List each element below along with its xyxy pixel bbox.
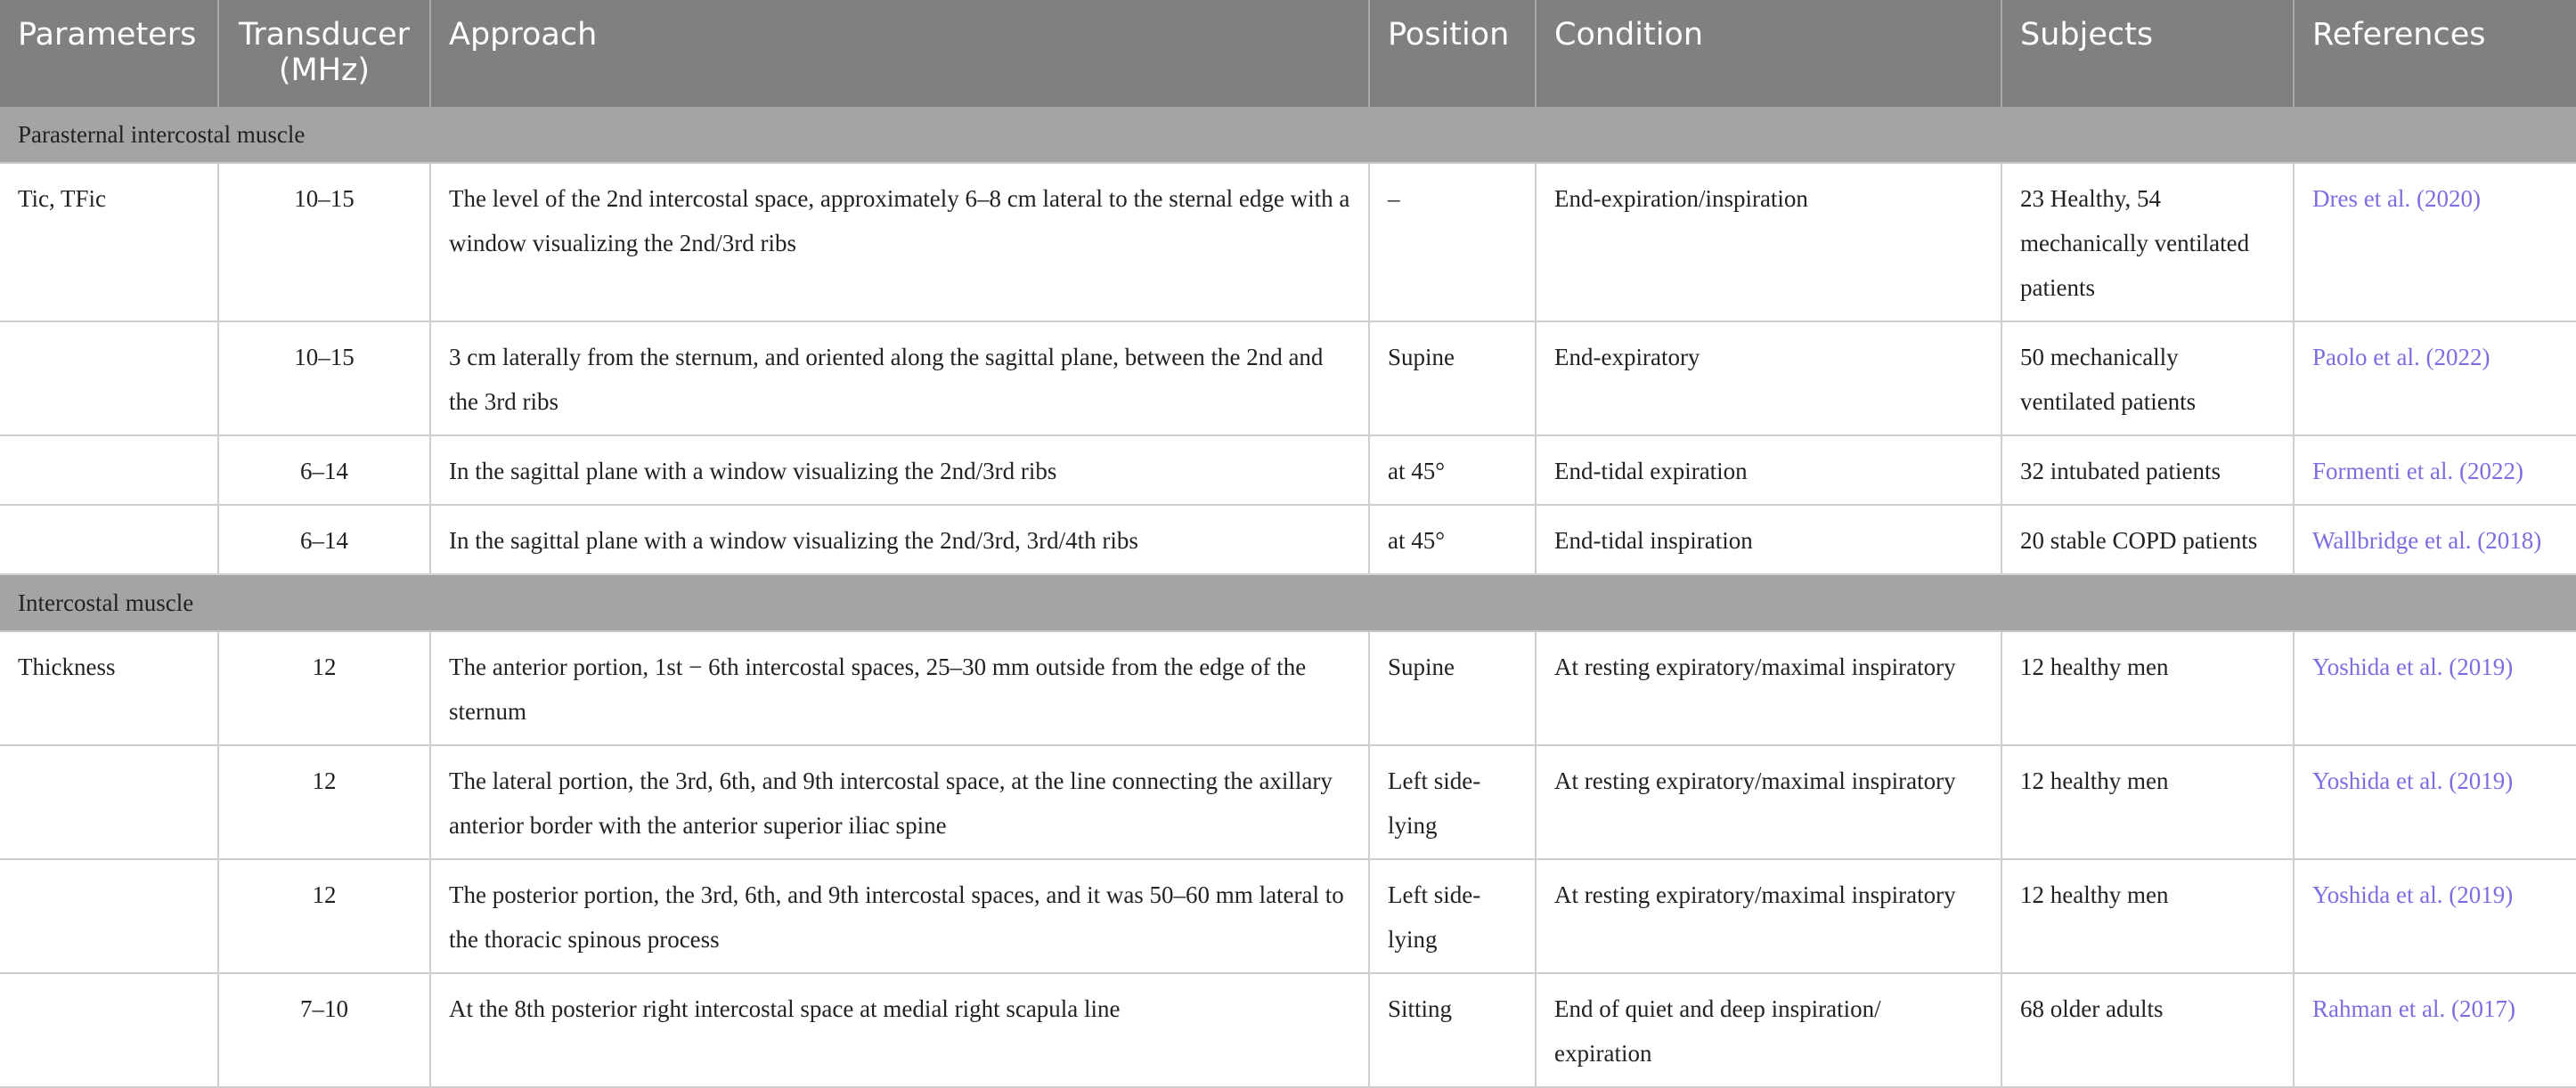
header-approach: Approach bbox=[430, 0, 1369, 107]
cell-position: Left side-lying bbox=[1369, 859, 1536, 973]
cell-condition: At resting expiratory/maximal inspiratory bbox=[1536, 859, 2001, 973]
header-parameters: Parameters bbox=[0, 0, 218, 107]
cell-position: at 45° bbox=[1369, 435, 1536, 505]
cell-parameters bbox=[0, 745, 218, 859]
header-condition: Condition bbox=[1536, 0, 2001, 107]
cell-parameters: Tic, TFic bbox=[0, 163, 218, 321]
section-row bbox=[0, 574, 2576, 631]
table-row bbox=[0, 321, 2576, 435]
cell-position: Supine bbox=[1369, 631, 1536, 745]
table-row bbox=[0, 973, 2576, 1087]
cell-transducer: 12 bbox=[218, 631, 430, 745]
cell-parameters bbox=[0, 859, 218, 973]
reference-link[interactable]: Rahman et al. (2017) bbox=[2294, 973, 2576, 1087]
cell-approach: The posterior portion, the 3rd, 6th, and 9th intercostal spaces, and it was 50–60 mm lateral to the thoracic spinous process bbox=[430, 859, 1369, 973]
cell-subjects: 68 older adults bbox=[2001, 973, 2294, 1087]
cell-transducer: 12 bbox=[218, 745, 430, 859]
reference-link[interactable]: Wallbridge et al. (2018) bbox=[2294, 505, 2576, 574]
cell-parameters bbox=[0, 973, 218, 1087]
cell-condition: At resting expiratory/maximal inspiratory bbox=[1536, 631, 2001, 745]
cell-position: Supine bbox=[1369, 321, 1536, 435]
header-references: References bbox=[2294, 0, 2576, 107]
reference-link[interactable]: Yoshida et al. (2019) bbox=[2294, 859, 2576, 973]
cell-approach: The lateral portion, the 3rd, 6th, and 9th intercostal space, at the line connecting the axillary anterior border with the anterior superior iliac spine bbox=[430, 745, 1369, 859]
cell-subjects: 20 stable COPD patients bbox=[2001, 505, 2294, 574]
table-row bbox=[0, 435, 2576, 505]
cell-approach: 3 cm laterally from the sternum, and oriented along the sagittal plane, between the 2nd and the 3rd ribs bbox=[430, 321, 1369, 435]
cell-transducer: 10–15 bbox=[218, 163, 430, 321]
reference-link[interactable]: Formenti et al. (2022) bbox=[2294, 435, 2576, 505]
cell-parameters bbox=[0, 321, 218, 435]
table-row bbox=[0, 163, 2576, 321]
cell-subjects: 12 healthy men bbox=[2001, 859, 2294, 973]
cell-condition: End-expiratory bbox=[1536, 321, 2001, 435]
cell-transducer: 6–14 bbox=[218, 435, 430, 505]
cell-parameters bbox=[0, 435, 218, 505]
cell-subjects: 23 Healthy, 54 mechanically ventilated patients bbox=[2001, 163, 2294, 321]
cell-transducer: 12 bbox=[218, 859, 430, 973]
cell-position: at 45° bbox=[1369, 505, 1536, 574]
cell-condition: End-tidal expiration bbox=[1536, 435, 2001, 505]
cell-parameters: Thickness bbox=[0, 631, 218, 745]
cell-position: Left side-lying bbox=[1369, 745, 1536, 859]
table-header bbox=[0, 0, 2576, 107]
reference-link[interactable]: Yoshida et al. (2019) bbox=[2294, 745, 2576, 859]
header-transducer: Transducer (MHz) bbox=[218, 0, 430, 107]
cell-condition: At resting expiratory/maximal inspiratory bbox=[1536, 745, 2001, 859]
section-title: Intercostal muscle bbox=[0, 574, 2576, 631]
table-row bbox=[0, 505, 2576, 574]
cell-condition: End of quiet and deep inspiration/ expiration bbox=[1536, 973, 2001, 1087]
cell-subjects: 50 mechanically ventilated patients bbox=[2001, 321, 2294, 435]
cell-approach: The anterior portion, 1st − 6th intercostal spaces, 25–30 mm outside from the edge of the sternum bbox=[430, 631, 1369, 745]
cell-parameters bbox=[0, 505, 218, 574]
cell-approach: At the 8th posterior right intercostal space at medial right scapula line bbox=[430, 973, 1369, 1087]
cell-transducer: 7–10 bbox=[218, 973, 430, 1087]
reference-link[interactable]: Paolo et al. (2022) bbox=[2294, 321, 2576, 435]
header-position: Position bbox=[1369, 0, 1536, 107]
cell-approach: In the sagittal plane with a window visualizing the 2nd/3rd, 3rd/4th ribs bbox=[430, 505, 1369, 574]
table-body bbox=[0, 107, 2576, 1087]
cell-transducer: 10–15 bbox=[218, 321, 430, 435]
table-row bbox=[0, 631, 2576, 745]
cell-subjects: 32 intubated patients bbox=[2001, 435, 2294, 505]
cell-subjects: 12 healthy men bbox=[2001, 631, 2294, 745]
cell-approach: In the sagittal plane with a window visualizing the 2nd/3rd ribs bbox=[430, 435, 1369, 505]
table-row bbox=[0, 859, 2576, 973]
cell-position: – bbox=[1369, 163, 1536, 321]
header-subjects: Subjects bbox=[2001, 0, 2294, 107]
cell-position: Sitting bbox=[1369, 973, 1536, 1087]
header-row bbox=[0, 0, 2576, 107]
section-title: Parasternal intercostal muscle bbox=[0, 107, 2576, 163]
section-row bbox=[0, 107, 2576, 163]
cell-transducer: 6–14 bbox=[218, 505, 430, 574]
cell-condition: End-expiration/inspiration bbox=[1536, 163, 2001, 321]
reference-link[interactable]: Dres et al. (2020) bbox=[2294, 163, 2576, 321]
cell-subjects: 12 healthy men bbox=[2001, 745, 2294, 859]
cell-condition: End-tidal inspiration bbox=[1536, 505, 2001, 574]
cell-approach: The level of the 2nd intercostal space, approximately 6–8 cm lateral to the sternal edge with a window visualizing the 2nd/3rd ribs bbox=[430, 163, 1369, 321]
table-row bbox=[0, 745, 2576, 859]
reference-link[interactable]: Yoshida et al. (2019) bbox=[2294, 631, 2576, 745]
